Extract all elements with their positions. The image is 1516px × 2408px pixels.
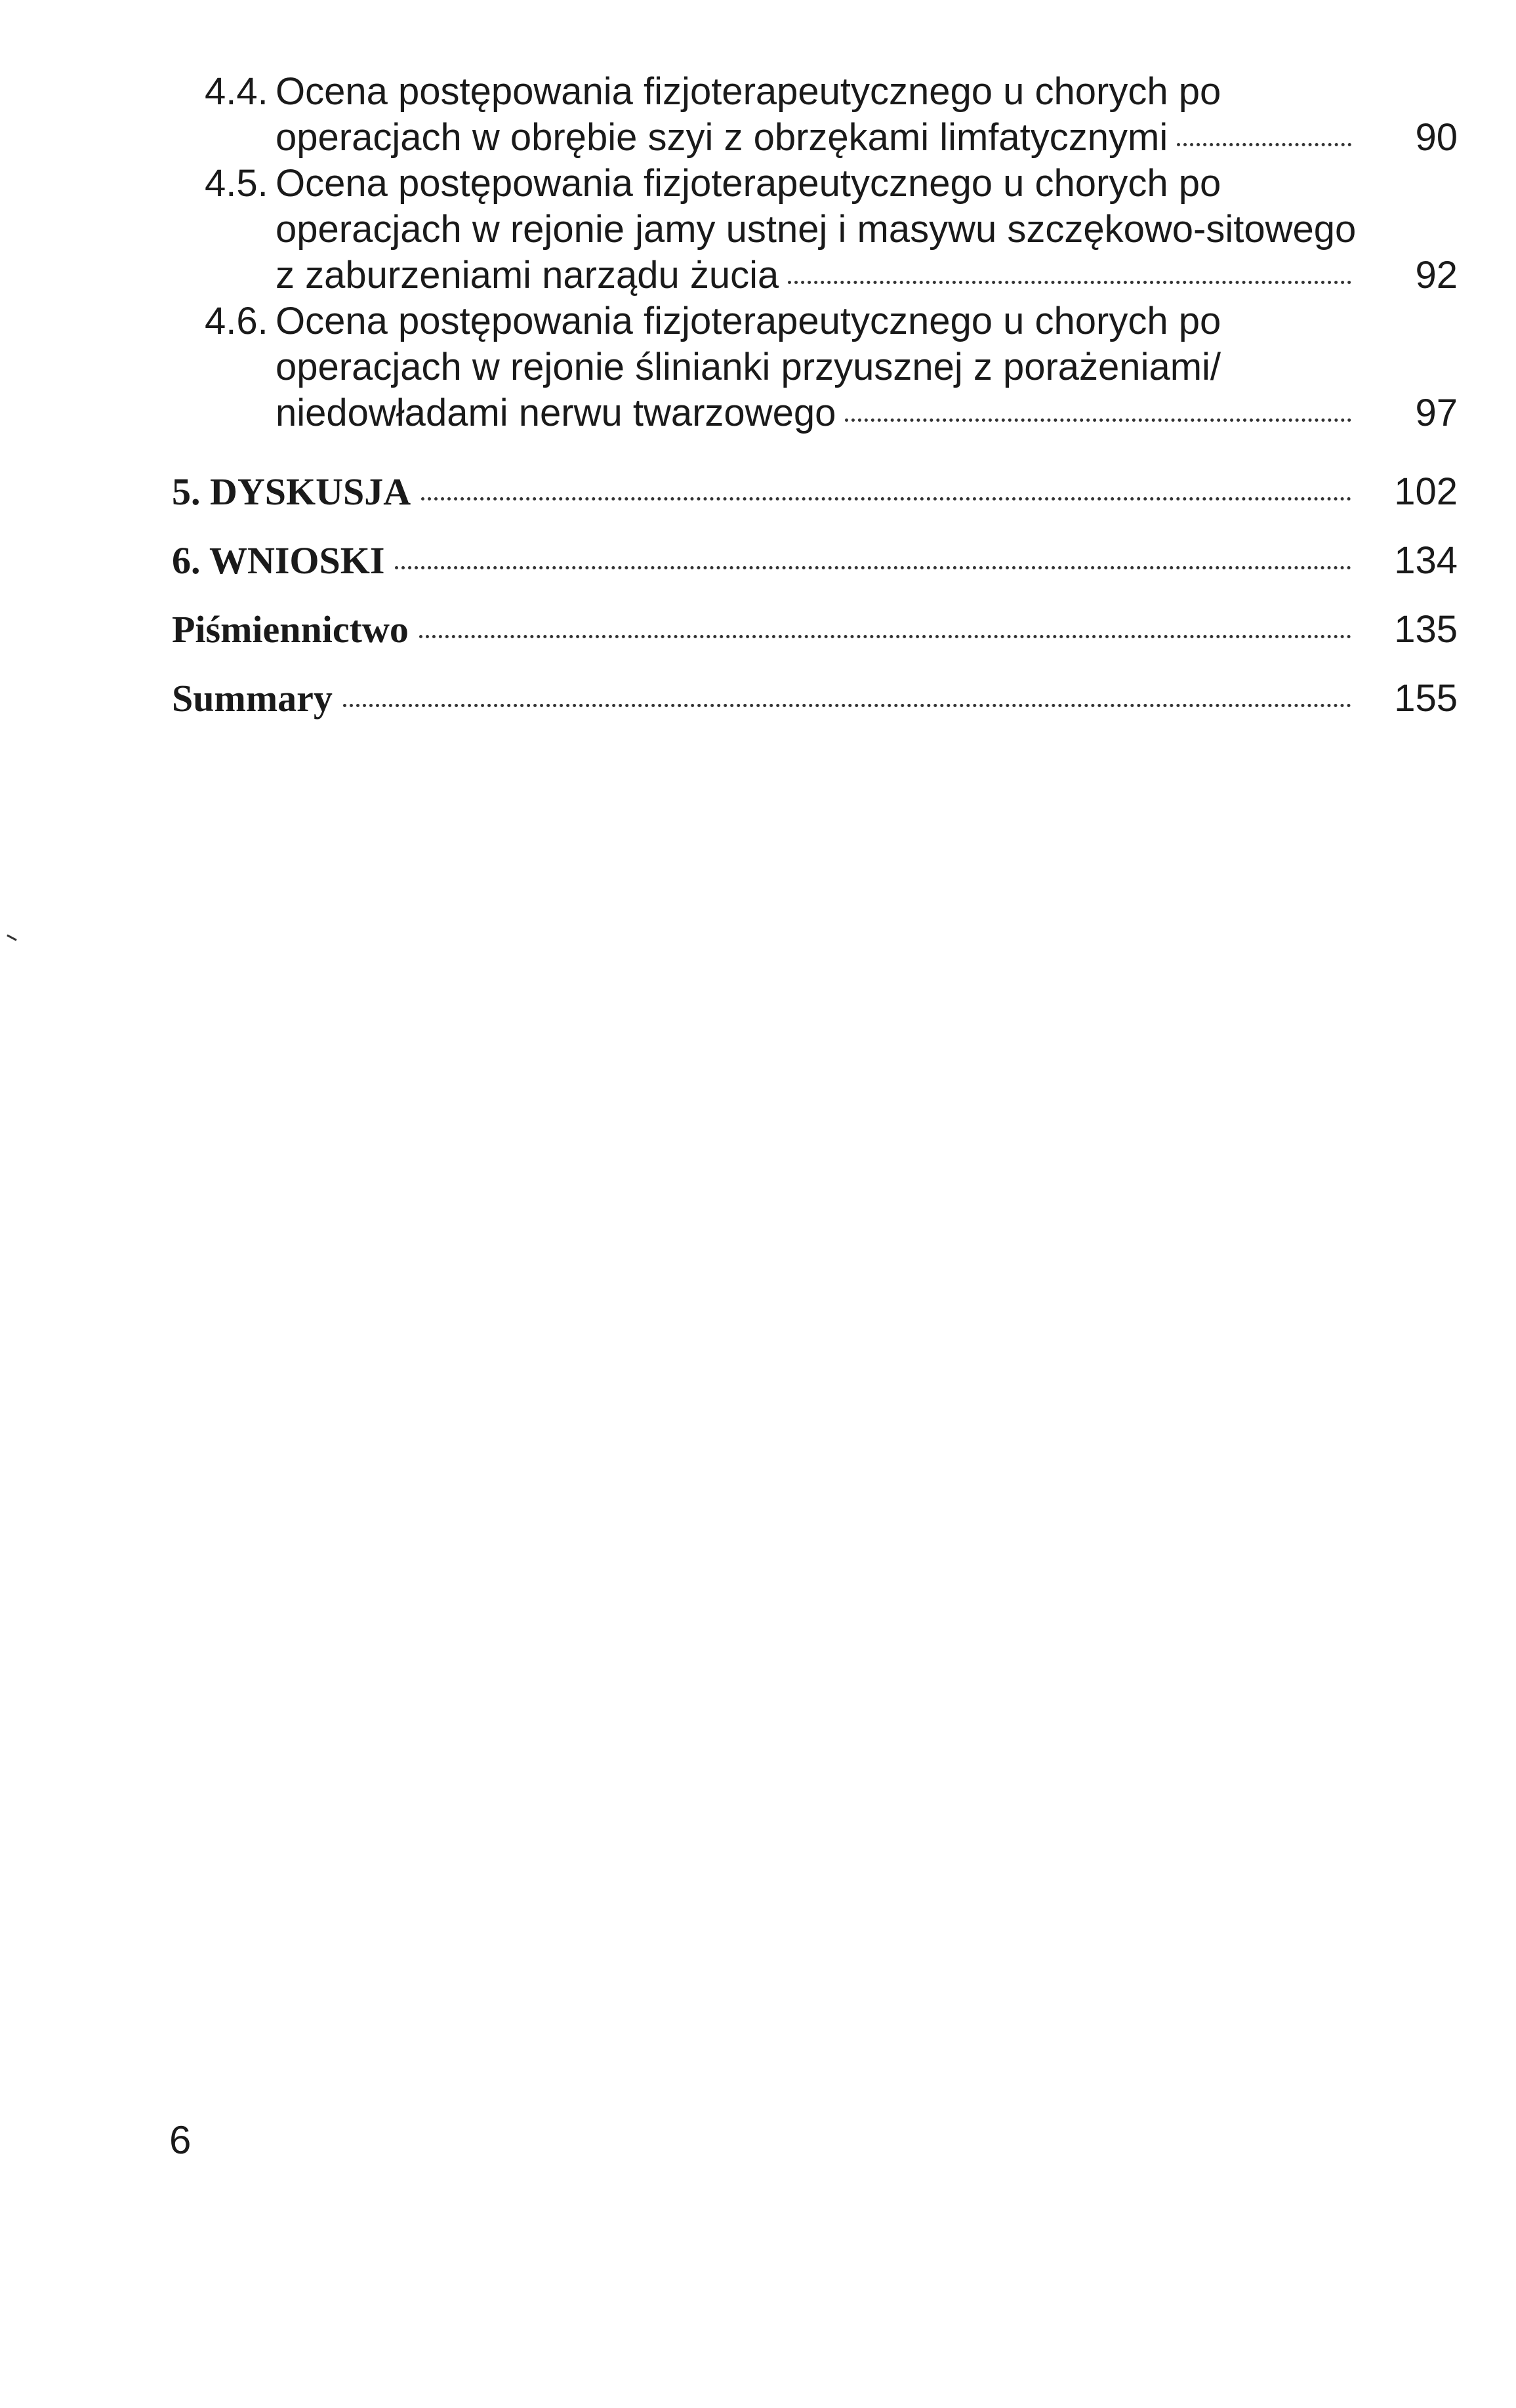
toc-entry-wnioski [172, 526, 1458, 595]
toc-entry-line: operacjach w rejonie ślinianki przyusznej z porażeniami/ [276, 346, 1221, 388]
page-number: 6 [169, 2118, 192, 2162]
toc-entry-4-4 [172, 69, 1458, 161]
toc-page-number: 102 [1394, 470, 1458, 513]
toc-entry-number: 4.6. [205, 300, 268, 342]
toc-entry-title: 5. DYSKUSJA [172, 470, 411, 513]
toc-entry-4-5 [172, 161, 1458, 298]
toc-entry-line: Ocena postępowania fizjoterapeutycznego u chorych po [276, 300, 1221, 342]
toc-entry-line: Ocena postępowania fizjoterapeutycznego u chorych po [276, 162, 1221, 205]
toc-page-number: 134 [1394, 539, 1458, 582]
toc-page-number: 135 [1394, 608, 1458, 651]
leader-dots [1177, 143, 1351, 146]
toc-entry-pismiennictwo [172, 595, 1458, 664]
toc-page-number: 155 [1394, 677, 1458, 720]
toc-entry-number: 4.4. [205, 70, 268, 113]
toc-entry-line: Ocena postępowania fizjoterapeutycznego u chorych po [276, 70, 1221, 113]
toc-entry-summary [172, 664, 1458, 733]
scan-mark [7, 934, 17, 941]
toc-entry-line: operacjach w obrębie szyi z obrzękami limfatycznymi [276, 116, 1168, 159]
toc-entry-line: z zaburzeniami narządu żucia [276, 254, 779, 296]
leader-dots [845, 418, 1351, 422]
leader-dots [788, 281, 1351, 284]
toc-entry-dyskusja [172, 457, 1458, 526]
toc-entry-4-6 [172, 298, 1458, 436]
toc-entry-line: niedowładami nerwu twarzowego [276, 392, 836, 434]
toc-page-number: 97 [1415, 392, 1458, 434]
leader-dots [421, 497, 1351, 500]
table-of-contents [172, 69, 1458, 733]
toc-page-number: 92 [1415, 254, 1458, 296]
toc-entry-title: Piśmiennictwo [172, 608, 409, 651]
toc-entry-number: 4.5. [205, 162, 268, 205]
leader-dots [395, 566, 1351, 569]
toc-entry-line: operacjach w rejonie jamy ustnej i masywu szczękowo-sitowego [276, 208, 1357, 251]
toc-entry-title: Summary [172, 677, 333, 720]
spacer [172, 436, 1458, 457]
leader-dots [343, 704, 1351, 707]
toc-page-number: 90 [1415, 116, 1458, 159]
leader-dots [419, 635, 1351, 638]
toc-entry-title: 6. WNIOSKI [172, 539, 385, 582]
